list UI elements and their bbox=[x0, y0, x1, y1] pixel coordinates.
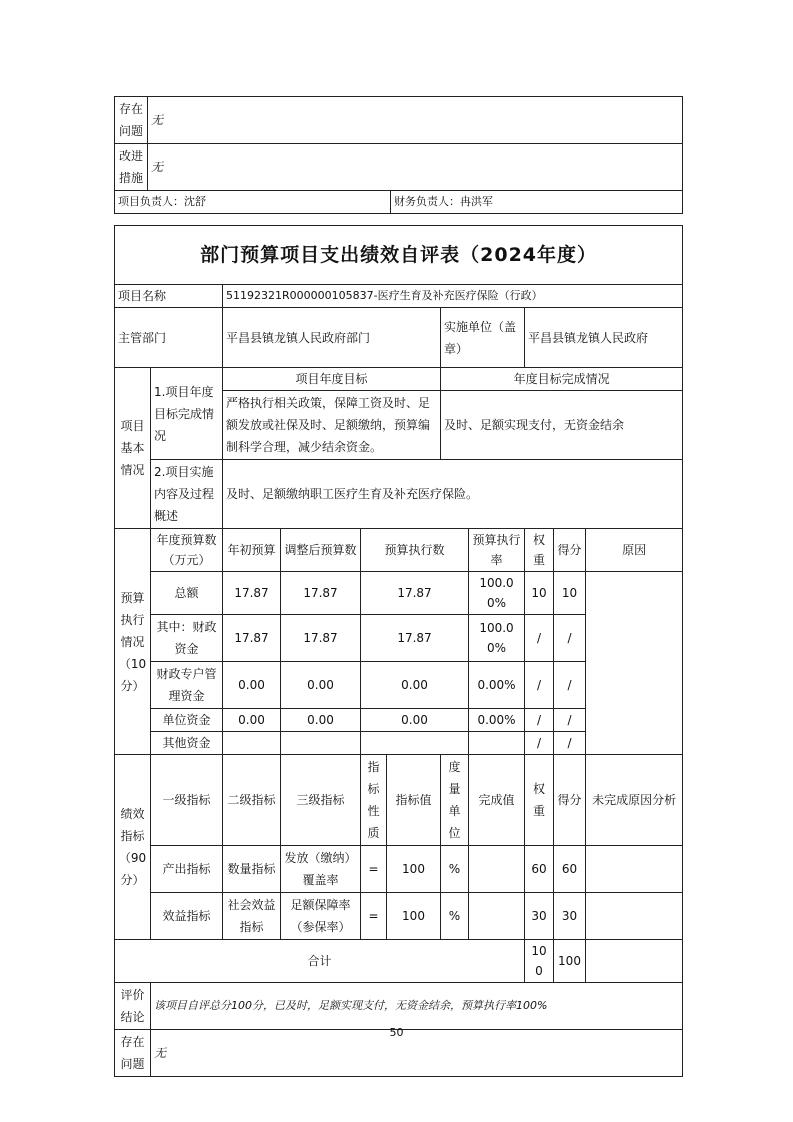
budget-row-adjusted: 17.87 bbox=[281, 615, 361, 662]
budget-row-adjusted: 17.87 bbox=[281, 572, 361, 615]
perf-row-nature: = bbox=[361, 893, 387, 940]
content-label: 2.项目实施内容及过程概述 bbox=[151, 460, 223, 529]
budget-row-score: / bbox=[554, 662, 586, 709]
budget-reason-cell bbox=[586, 572, 683, 755]
budget-execution-label: 预算执行情况（10分） bbox=[115, 529, 151, 755]
perf-row-unit: % bbox=[441, 846, 469, 893]
budget-row-name: 财政专户管理资金 bbox=[151, 662, 223, 709]
budget-row-initial: 0.00 bbox=[223, 662, 281, 709]
budget-row-score: / bbox=[554, 615, 586, 662]
budget-row-rate bbox=[469, 732, 525, 755]
perf-row-level3: 足额保障率（参保率） bbox=[281, 893, 361, 940]
budget-row-executed: 17.87 bbox=[361, 615, 469, 662]
budget-adjusted-header: 调整后预算数 bbox=[281, 529, 361, 572]
budget-row-name: 其中：财政资金 bbox=[151, 615, 223, 662]
budget-row-score: 10 bbox=[554, 572, 586, 615]
budget-row-initial bbox=[223, 732, 281, 755]
total-score: 100 bbox=[554, 940, 586, 983]
goal-completion-label: 1.项目年度目标完成情况 bbox=[151, 368, 223, 460]
budget-row-rate: 0.00% bbox=[469, 709, 525, 732]
budget-initial-header: 年初预算 bbox=[223, 529, 281, 572]
budget-row-weight: / bbox=[525, 662, 554, 709]
budget-row-initial: 17.87 bbox=[223, 572, 281, 615]
perf-row-reason bbox=[586, 893, 683, 940]
perf-row-level2: 数量指标 bbox=[223, 846, 281, 893]
goal-completion-header: 年度目标完成情况 bbox=[441, 368, 683, 391]
budget-row-initial: 17.87 bbox=[223, 615, 281, 662]
budget-row-executed: 17.87 bbox=[361, 572, 469, 615]
budget-row-name: 单位资金 bbox=[151, 709, 223, 732]
total-label: 合计 bbox=[115, 940, 525, 983]
improve-value: 无 bbox=[148, 144, 683, 191]
budget-row-adjusted: 0.00 bbox=[281, 662, 361, 709]
perf-row-score: 30 bbox=[554, 893, 586, 940]
perf-done-header: 完成值 bbox=[469, 755, 525, 846]
eval-conclusion-text: 该项目自评总分100分，已及时，足额实现支付，无资金结余，预算执行率100% bbox=[151, 983, 683, 1030]
total-weight: 100 bbox=[525, 940, 554, 983]
budget-reason-header: 原因 bbox=[586, 529, 683, 572]
budget-row-rate: 100.00% bbox=[469, 572, 525, 615]
perf-level3-header: 三级指标 bbox=[281, 755, 361, 846]
budget-row-weight: / bbox=[525, 709, 554, 732]
perf-unit-header: 度量单位 bbox=[441, 755, 469, 846]
perf-row-done bbox=[469, 846, 525, 893]
budget-row-rate: 0.00% bbox=[469, 662, 525, 709]
budget-row-score: / bbox=[554, 732, 586, 755]
budget-weight-header: 权重 bbox=[525, 529, 554, 572]
issues-label-bottom: 存在问题 bbox=[115, 1030, 151, 1077]
perf-row-value: 100 bbox=[387, 893, 441, 940]
unit-label: 实施单位（盖章） bbox=[441, 308, 525, 368]
budget-rate-header: 预算执行率 bbox=[469, 529, 525, 572]
form-title: 部门预算项目支出绩效自评表（2024年度） bbox=[115, 226, 683, 285]
project-name-label: 项目名称 bbox=[115, 285, 223, 308]
performance-self-evaluation-form bbox=[114, 225, 683, 1077]
budget-executed-header: 预算执行数 bbox=[361, 529, 469, 572]
perf-row-reason bbox=[586, 846, 683, 893]
dept-label: 主管部门 bbox=[115, 308, 223, 368]
dept-value: 平昌县镇龙镇人民政府部门 bbox=[223, 308, 441, 368]
perf-row-value: 100 bbox=[387, 846, 441, 893]
unit-value: 平昌县镇龙镇人民政府 bbox=[525, 308, 683, 368]
project-owner: 项目负责人：沈舒 bbox=[115, 191, 391, 214]
eval-conclusion-label: 评价结论 bbox=[115, 983, 151, 1030]
previous-form-tail bbox=[114, 96, 683, 214]
budget-row-weight: 10 bbox=[525, 572, 554, 615]
perf-row-weight: 30 bbox=[525, 893, 554, 940]
improve-label: 改进措施 bbox=[115, 144, 148, 191]
budget-score-header: 得分 bbox=[554, 529, 586, 572]
perf-row-level1: 产出指标 bbox=[151, 846, 223, 893]
budget-row-weight: / bbox=[525, 732, 554, 755]
content-text: 及时、足额缴纳职工医疗生育及补充医疗保险。 bbox=[223, 460, 683, 529]
perf-row-nature: = bbox=[361, 846, 387, 893]
perf-value-header: 指标值 bbox=[387, 755, 441, 846]
perf-nature-header: 指标性质 bbox=[361, 755, 387, 846]
perf-row-unit: % bbox=[441, 893, 469, 940]
perf-row-score: 60 bbox=[554, 846, 586, 893]
budget-row-initial: 0.00 bbox=[223, 709, 281, 732]
perf-row-level3: 发放（缴纳）覆盖率 bbox=[281, 846, 361, 893]
page-number: 50 bbox=[389, 1026, 404, 1039]
budget-row-executed bbox=[361, 732, 469, 755]
budget-row-rate: 100.00% bbox=[469, 615, 525, 662]
budget-row-adjusted bbox=[281, 732, 361, 755]
perf-level1-header: 一级指标 bbox=[151, 755, 223, 846]
issues-value: 无 bbox=[148, 97, 683, 144]
performance-label: 绩效指标（90分） bbox=[115, 755, 151, 940]
perf-row-level2: 社会效益指标 bbox=[223, 893, 281, 940]
perf-row-done bbox=[469, 893, 525, 940]
budget-row-name: 总额 bbox=[151, 572, 223, 615]
perf-score-header: 得分 bbox=[554, 755, 586, 846]
perf-reason-header: 未完成原因分析 bbox=[586, 755, 683, 846]
perf-weight-header: 权重 bbox=[525, 755, 554, 846]
finance-owner: 财务负责人：冉洪军 bbox=[391, 191, 683, 214]
issues-label: 存在问题 bbox=[115, 97, 148, 144]
budget-row-executed: 0.00 bbox=[361, 662, 469, 709]
issues-value-bottom: 无 bbox=[151, 1030, 683, 1077]
total-reason bbox=[586, 940, 683, 983]
perf-row-level1: 效益指标 bbox=[151, 893, 223, 940]
annual-goal-text: 严格执行相关政策，保障工资及时、足额发放或社保及时、足额缴纳，预算编制科学合理，减少结余资金。 bbox=[223, 391, 441, 460]
basic-info-label: 项目基本情况 bbox=[115, 368, 151, 529]
perf-level2-header: 二级指标 bbox=[223, 755, 281, 846]
budget-row-weight: / bbox=[525, 615, 554, 662]
budget-row-executed: 0.00 bbox=[361, 709, 469, 732]
budget-row-name: 其他资金 bbox=[151, 732, 223, 755]
perf-row-weight: 60 bbox=[525, 846, 554, 893]
budget-row-score: / bbox=[554, 709, 586, 732]
budget-row-adjusted: 0.00 bbox=[281, 709, 361, 732]
goal-completion-text: 及时、足额实现支付，无资金结余 bbox=[441, 391, 683, 460]
project-name-value: 51192321R000000105837-医疗生育及补充医疗保险（行政） bbox=[223, 285, 683, 308]
annual-goal-header: 项目年度目标 bbox=[223, 368, 441, 391]
budget-annual-header: 年度预算数（万元） bbox=[151, 529, 223, 572]
